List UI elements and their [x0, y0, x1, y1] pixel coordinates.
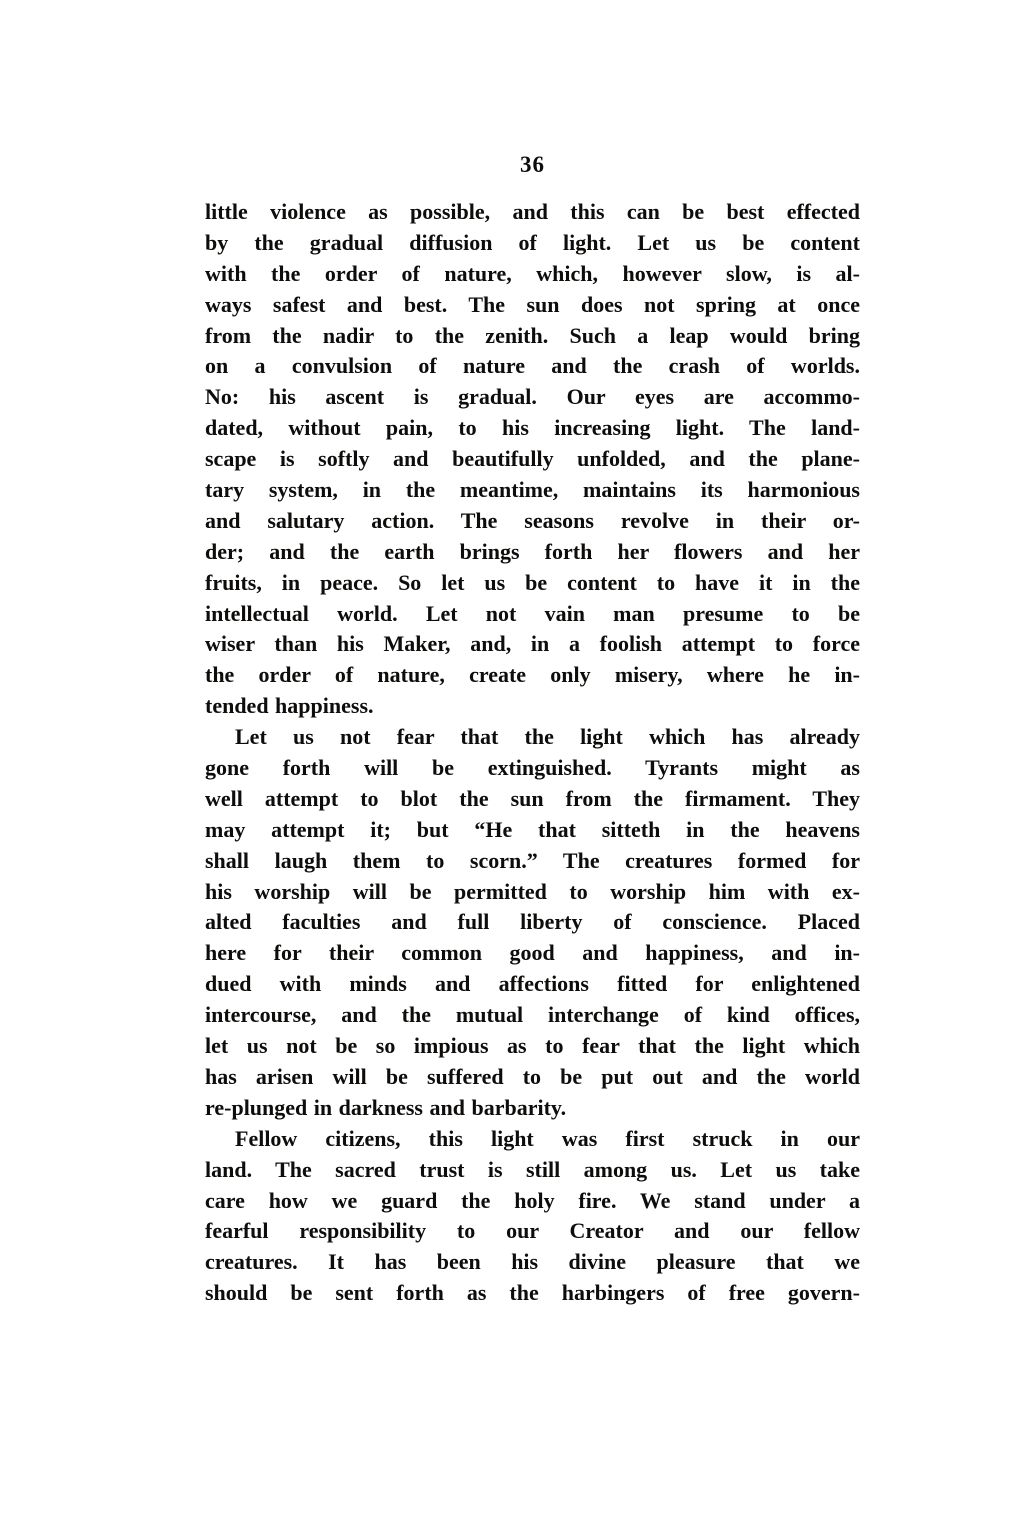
- text-line: well attempt to blot the sun from the firmament. They: [205, 785, 860, 811]
- text-line: creatures. It has been his divine pleasure that we: [205, 1249, 860, 1275]
- text-line: der; and the earth brings forth her flowers and her: [205, 538, 860, 564]
- paragraph: [205, 1124, 860, 1309]
- paragraph: [205, 722, 860, 1124]
- text-line: Fellow citizens, this light was first struck in our: [235, 1125, 860, 1151]
- text-line: ways safest and best. The sun does not spring at once: [205, 291, 860, 317]
- text-line: on a convulsion of nature and the crash of worlds.: [205, 353, 860, 379]
- page-text: [205, 197, 860, 1309]
- text-line: has arisen will be suffered to be put out and the world: [205, 1063, 860, 1089]
- text-line: gone forth will be extinguished. Tyrants might as: [205, 755, 860, 781]
- text-line: the order of nature, create only misery, where he in-: [205, 662, 860, 688]
- text-line: let us not be so impious as to fear that the light which: [205, 1033, 860, 1059]
- text-line: and salutary action. The seasons revolve in their or-: [205, 507, 860, 533]
- text-line: intercourse, and the mutual interchange of kind offices,: [205, 1002, 860, 1028]
- text-line: No: his ascent is gradual. Our eyes are accommo-: [205, 384, 860, 410]
- text-line: tended happiness.: [205, 693, 374, 719]
- text-line: should be sent forth as the harbingers of free govern-: [205, 1280, 860, 1306]
- text-line: dated, without pain, to his increasing light. The land-: [205, 415, 860, 441]
- text-line: from the nadir to the zenith. Such a leap would bring: [205, 322, 860, 348]
- text-line: wiser than his Maker, and, in a foolish attempt to force: [205, 631, 860, 657]
- text-line: fruits, in peace. So let us be content to have it in the: [205, 569, 860, 595]
- text-line: here for their common good and happiness, and in-: [205, 940, 860, 966]
- text-line: scape is softly and beautifully unfolded, and the plane-: [205, 446, 860, 472]
- paragraph: [205, 197, 860, 722]
- page-number: 36: [520, 152, 545, 177]
- text-line: land. The sacred trust is still among us. Let us take: [205, 1156, 860, 1182]
- text-line: shall laugh them to scorn.” The creatures formed for: [205, 847, 860, 873]
- text-line: little violence as possible, and this can be best effected: [205, 199, 860, 224]
- text-line: re-plunged in darkness and barbarity.: [205, 1094, 567, 1120]
- text-line: alted faculties and full liberty of conscience. Placed: [205, 909, 860, 935]
- text-line: tary system, in the meantime, maintains its harmonious: [205, 477, 860, 503]
- text-line: care how we guard the holy fire. We stand under a: [205, 1187, 860, 1213]
- text-line: by the gradual diffusion of light. Let us be content: [205, 229, 860, 255]
- text-line: fearful responsibility to our Creator and our fellow: [205, 1218, 860, 1244]
- text-line: dued with minds and affections fitted for enlightened: [205, 971, 860, 997]
- text-line: Let us not fear that the light which has already: [235, 724, 860, 750]
- text-line: his worship will be permitted to worship him with ex-: [205, 878, 860, 904]
- text-line: with the order of nature, which, however slow, is al-: [205, 260, 860, 286]
- text-line: intellectual world. Let not vain man presume to be: [205, 600, 860, 626]
- text-line: may attempt it; but “He that sitteth in the heavens: [205, 816, 860, 842]
